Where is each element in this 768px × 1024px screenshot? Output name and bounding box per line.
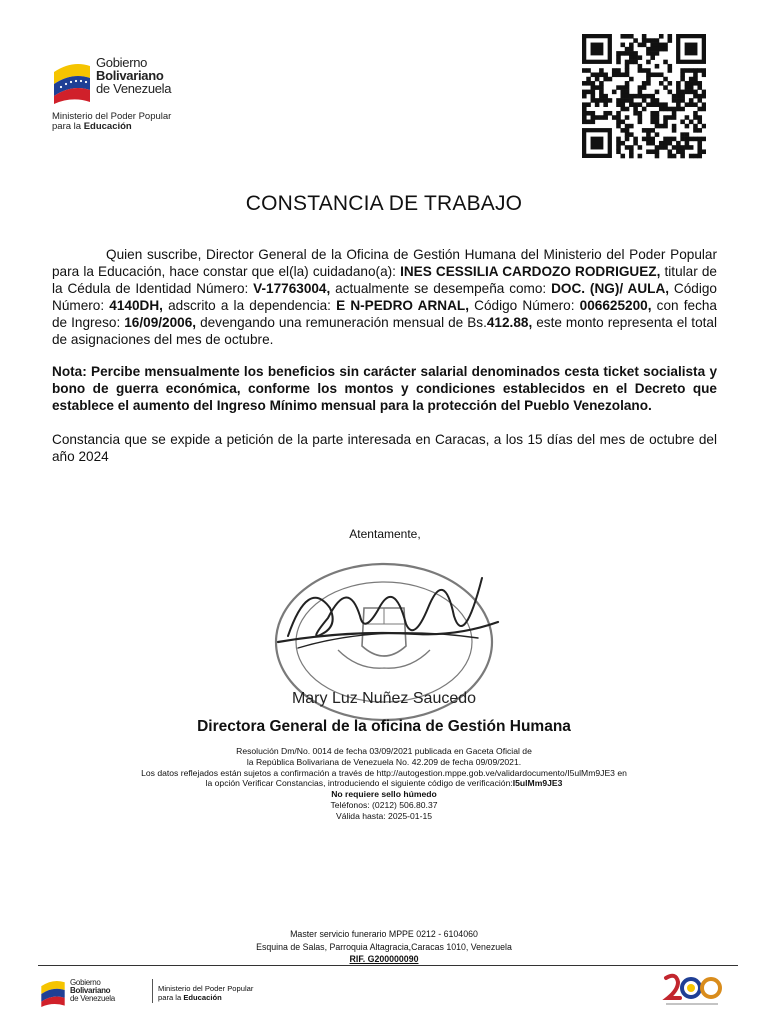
certification-text: Código Número:	[469, 298, 580, 313]
verification-url-line: Los datos reflejados están sujetos a confirmación a través de http://autogestion.mppe.gob.ve/validardocumento/I5ulMm9JE3 en	[141, 767, 627, 778]
footer-ministry-line-1: Ministerio del Poder Popular	[158, 984, 254, 993]
certification-paragraph	[52, 246, 717, 348]
certification-text: adscrito a la dependencia:	[162, 298, 337, 313]
certification-value: INES CESSILIA CARDOZO RODRIGUEZ,	[400, 264, 661, 279]
footer-divider	[38, 965, 738, 966]
footer-gob-line-2: Bolivariano	[70, 986, 111, 995]
certification-text: devengando una remuneración mensual de Bs.	[196, 315, 487, 330]
phone-line: Teléfonos: (0212) 506.80.37	[330, 799, 438, 810]
footer-government-logo	[40, 975, 254, 1009]
ministry-line-1: Ministerio del Poder Popular	[52, 111, 172, 122]
footer-gobierno-wordmark	[70, 979, 115, 1003]
bicentennial-emblem-icon	[660, 972, 724, 1010]
no-seal-required: No requiere sello húmedo	[331, 789, 437, 800]
ministry-label	[52, 112, 171, 132]
document-title: CONSTANCIA DE TRABAJO	[245, 192, 523, 215]
footer-gob-line-3: de Venezuela	[70, 994, 115, 1003]
footer-ministry-label	[158, 985, 253, 1002]
footer-flag-icon	[40, 977, 66, 1007]
certification-value: 006625200,	[579, 298, 652, 313]
legal-fine-print	[60, 746, 708, 822]
gobierno-wordmark	[96, 56, 171, 95]
gob-line-3: de Venezuela	[96, 81, 172, 96]
valid-until-line: Válida hasta: 2025-01-15	[335, 810, 433, 821]
certification-text: actualmente se desempeña como:	[330, 281, 552, 296]
certification-value: 4140DH,	[109, 298, 163, 313]
handwritten-signature	[278, 578, 498, 648]
footer-service-line: Master servicio funerario MPPE 0212 - 6104060	[290, 929, 478, 939]
certification-value: DOC. (NG)/ AULA,	[551, 281, 670, 296]
certification-value: V-17763004,	[253, 281, 331, 296]
signer-title: Directora General de la oficina de Gestión Humana	[197, 718, 571, 735]
verification-code-line	[60, 778, 708, 789]
footer-logo-divider	[152, 979, 153, 1003]
certification-value: 412.88,	[486, 315, 533, 330]
issue-statement: Constancia que se expide a petición de la parte interesada en Caracas, a los 15 días del mes de octubre del año 2024	[52, 432, 717, 464]
gob-line-2: Bolivariano	[96, 68, 164, 83]
ministry-line-2-bold: Educación	[83, 121, 132, 132]
verification-code-prefix: la opción Verificar Constancias, introduciendo el siguiente código de verificación:	[205, 778, 513, 789]
closing-salutation: Atentamente,	[349, 527, 421, 541]
footer-ministry-line-2-bold: Educación	[183, 992, 222, 1002]
resolution-line: Resolución Dm/No. 0014 de fecha 03/09/2021 publicada en Gaceta Oficial de	[236, 746, 532, 756]
footer-rif: RIF. G200000090	[349, 954, 419, 965]
gob-line-1: Gobierno	[96, 55, 148, 70]
verification-code: I5ulMm9JE3	[512, 778, 563, 789]
footer-address-line: Esquina de Salas, Parroquia Altagracia,Caracas 1010, Venezuela	[256, 941, 512, 952]
footer-ministry-line-2-prefix: para la	[158, 992, 184, 1002]
certification-text: Código Número:	[52, 281, 717, 313]
page-footer	[0, 928, 768, 966]
qr-code	[582, 34, 706, 160]
venezuela-flag-icon	[52, 58, 92, 104]
signer-name: Mary Luz Nuñez Saucedo	[291, 690, 477, 707]
certification-value: 16/09/2006,	[124, 315, 197, 330]
certification-value: E N-PEDRO ARNAL,	[336, 298, 469, 313]
government-logo	[52, 56, 202, 136]
certification-text: Quien suscribe, Director General de la Oficina de Gestión Humana del Ministerio del Poder Popular para la Educación, hace constar que el(la) cuidadano(a):	[52, 247, 717, 279]
certification-text: titular de la Cédula de Identidad Número:	[52, 264, 717, 296]
gazette-line: la República Bolivariana de Venezuela No. 42.209 de fecha 09/09/2021.	[246, 756, 522, 767]
certification-text: este monto representa el total de asignaciones del mes de octubre.	[52, 315, 717, 347]
ministry-line-2-prefix: para la	[52, 121, 84, 132]
footer-gob-line-1: Gobierno	[70, 978, 101, 987]
certification-text: con fecha de Ingreso:	[52, 298, 717, 330]
benefits-note: Nota: Percibe mensualmente los beneficios sin carácter salarial denominados cesta ticket socialista y bono de guerra económica, conforme los montos y condiciones establecidos en el Decreto que establece el aumento del Ingreso Mínimo mensual para la protección del Pueblo Venezolano.	[52, 364, 717, 413]
